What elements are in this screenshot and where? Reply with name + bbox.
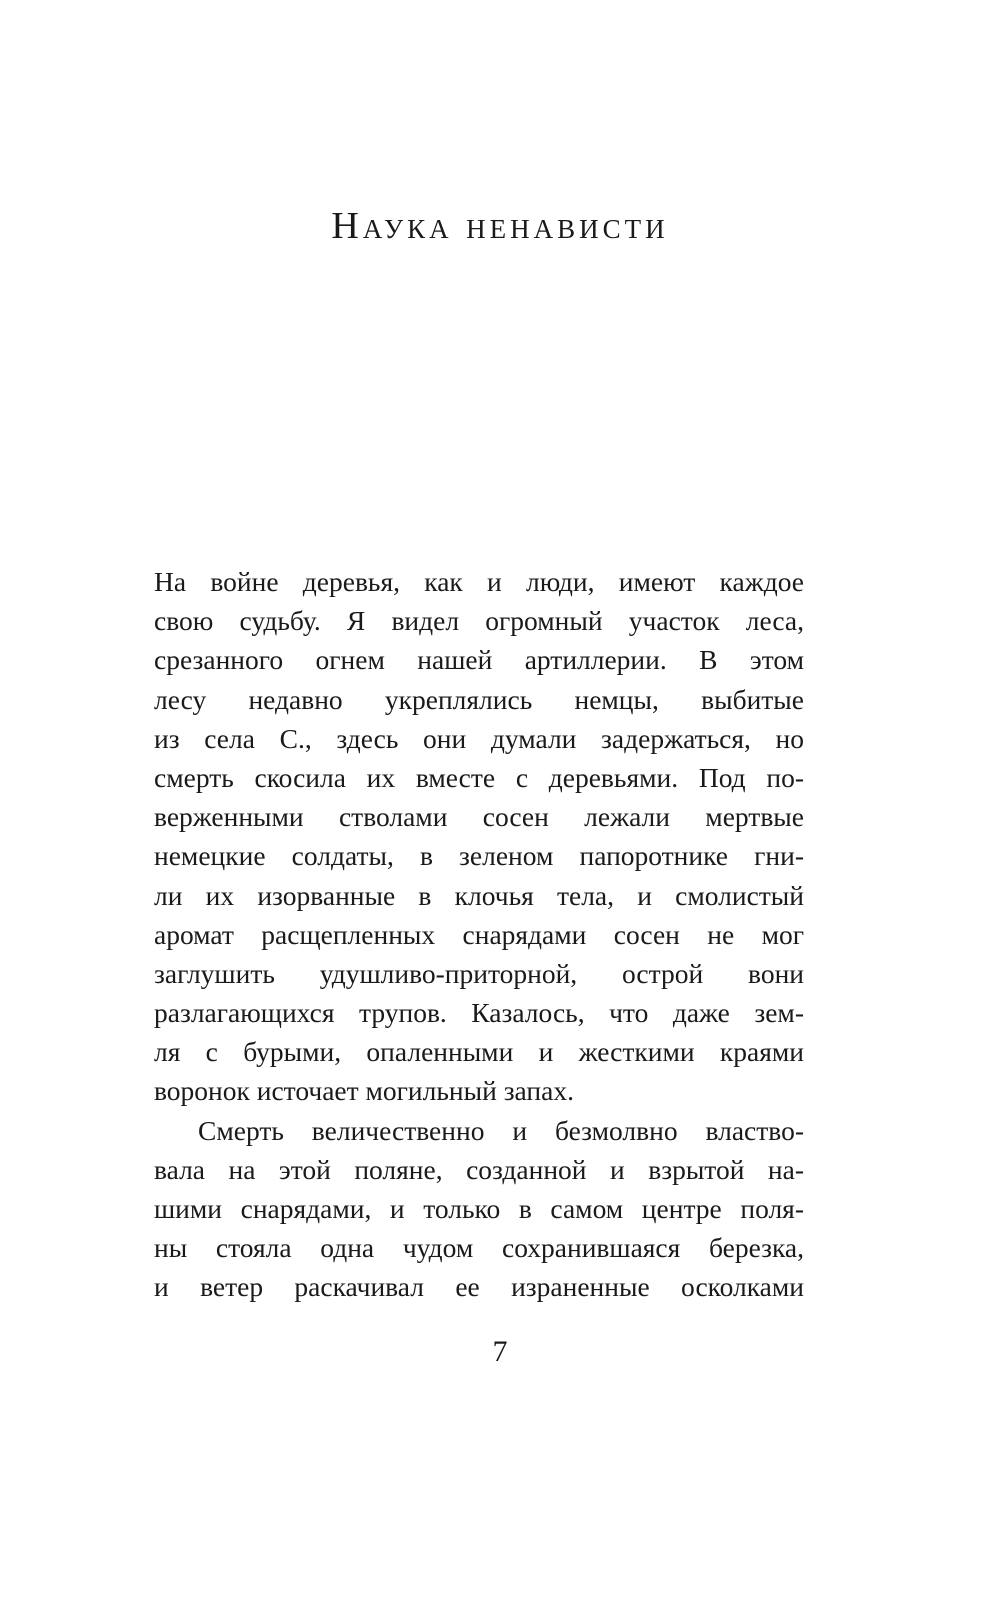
text-line: верженными стволами сосен лежали мертвые [154, 801, 804, 833]
paragraph [154, 562, 804, 1111]
text-line: лесу недавно укреплялись немцы, выбитые [154, 683, 804, 715]
text-line: и ветер раскачивал ее израненные осколками [154, 1271, 804, 1303]
text-line: ли их изорванные в клочья тела, и смолистый [154, 879, 804, 911]
text-line: смерть скосила их вместе с деревьями. Под по- [154, 761, 804, 793]
text-line: свою судьбу. Я видел огромный участок леса, [154, 605, 804, 637]
page-number: 7 [492, 1335, 508, 1368]
text-line: Смерть величественно и безмолвно властво- [198, 1114, 804, 1146]
body-text [154, 562, 804, 1307]
chapter-title: Наука ненависти [331, 205, 669, 247]
text-line: срезанного огнем нашей артиллерии. В этом [154, 644, 804, 676]
text-line: разлагающихся трупов. Казалось, что даже зем- [154, 997, 804, 1029]
text-line: аромат расщепленных снарядами сосен не мог [154, 918, 804, 950]
text-line: ля с бурыми, опаленными и жесткими краями [154, 1036, 804, 1068]
text-line: На войне деревья, как и люди, имеют каждое [154, 566, 804, 597]
text-line: шими снарядами, и только в самом центре поля- [154, 1193, 804, 1224]
text-line: из села С., здесь они думали задержаться, но [154, 722, 804, 754]
text-line: воронок источает могильный запах. [154, 1075, 574, 1107]
paragraph [154, 1111, 804, 1307]
text-line: ны стояла одна чудом сохранившаяся березка, [154, 1232, 804, 1264]
text-line: немецкие солдаты, в зеленом папоротнике гни- [154, 840, 804, 872]
text-line: вала на этой поляне, созданной и взрытой на- [154, 1153, 804, 1185]
text-line: заглушить удушливо-приторной, острой вони [154, 957, 804, 989]
